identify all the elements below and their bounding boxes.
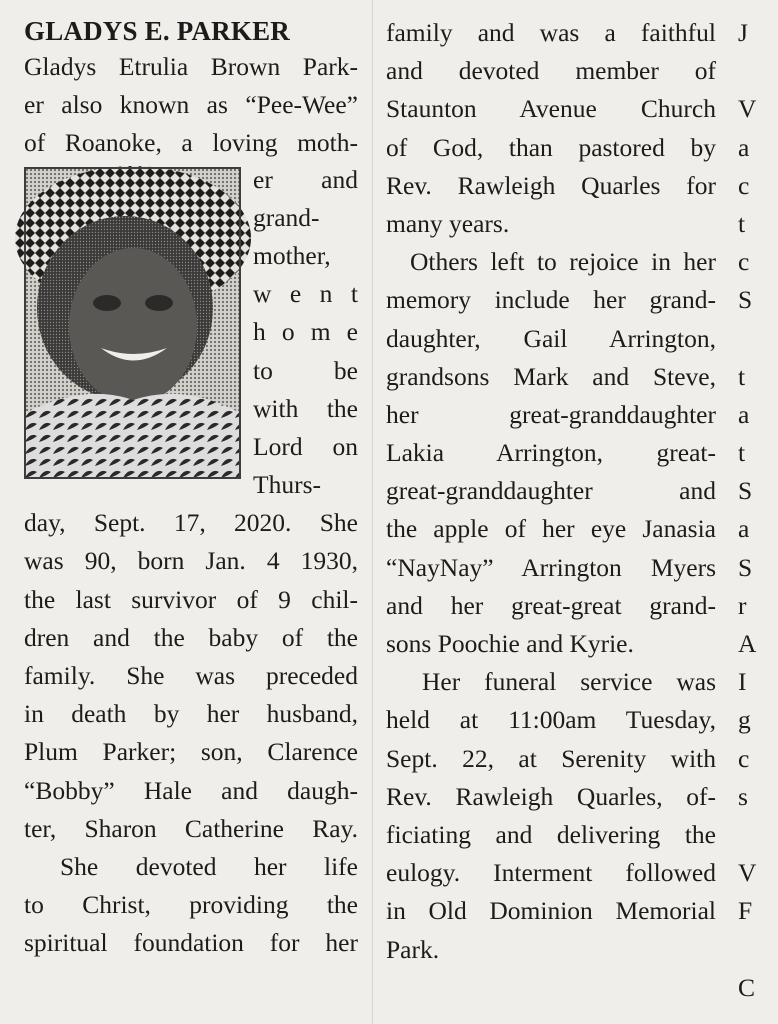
text-line: Her funeral service was — [422, 667, 716, 697]
text-line: ter, Sharon Catherine Ray. — [24, 813, 358, 843]
fragment-letter: V — [738, 94, 757, 124]
fragment-letter: C — [738, 972, 756, 1002]
obituary-headline: GLADYS E. PARKER — [24, 16, 290, 46]
fragment-letter — [738, 320, 778, 358]
fragment-letter: a — [738, 399, 750, 429]
fragment-letter: r — [738, 590, 747, 620]
photo-wrap-block — [24, 163, 358, 505]
wrapped-text — [253, 161, 358, 505]
text-line: the apple of her eye Janasia — [386, 514, 716, 544]
fragment-letter: t — [738, 438, 746, 468]
text-line: Rev. Rawleigh Quarles for — [386, 170, 716, 200]
fragment-letter: I — [738, 667, 747, 697]
fragment-letter: c — [738, 170, 750, 200]
text-line: Others left to rejoice in her — [410, 247, 716, 277]
text-line: Lakia Arrington, great- — [386, 438, 716, 468]
text-line: and devoted member of — [386, 56, 716, 86]
portrait-illustration — [25, 168, 240, 478]
text-line: Gladys Etrulia Brown Park- — [24, 52, 358, 81]
fragment-letter: A — [738, 629, 757, 658]
fragment-letter: g — [738, 705, 751, 735]
text-line: to Christ, providing the — [24, 890, 358, 920]
text-line: Park. — [386, 934, 440, 964]
text-line: grandsons Mark and Steve, — [386, 361, 716, 391]
text-line: of Roanoke, a loving moth- — [24, 128, 358, 158]
text-line: grand- — [253, 202, 320, 232]
text-line: Rev. Rawleigh Quarles, of- — [386, 781, 716, 811]
text-line: Thurs- — [253, 470, 321, 500]
obituary-column-2 — [386, 14, 716, 969]
text-line: “NayNay” Arrington Myers — [386, 552, 716, 582]
fragment-letter: c — [738, 247, 750, 277]
portrait-photo — [24, 167, 239, 477]
fragment-letter: J — [738, 18, 748, 47]
fragment-letter: s — [738, 781, 748, 811]
fragment-letter — [738, 931, 778, 969]
text-line: w e n t — [253, 279, 358, 309]
text-line: the last survivor of 9 chil- — [24, 584, 358, 614]
fragment-letter: a — [738, 514, 750, 544]
text-line: held at 11:00am Tuesday, — [386, 705, 716, 735]
text-line: day, Sept. 17, 2020. She — [24, 508, 358, 538]
obituary-column-1 — [24, 14, 358, 963]
text-line: family. She was preceded — [24, 661, 358, 690]
adjacent-column-fragment — [738, 14, 778, 1007]
text-line: Plum Parker; son, Clarence — [24, 737, 358, 767]
text-line: She devoted her life — [60, 851, 358, 881]
text-line: “Bobby” Hale and daugh- — [24, 775, 358, 805]
fragment-letter — [738, 816, 778, 854]
text-line: many years. — [386, 208, 510, 238]
text-line: eulogy. Interment followed — [386, 858, 716, 888]
text-line: Staunton Avenue Church — [386, 94, 716, 124]
fragment-letter: F — [738, 896, 753, 926]
text-line: dren and the baby of the — [24, 622, 358, 652]
fragment-letter — [738, 52, 778, 90]
text-line: to be — [253, 355, 358, 385]
text-line: mother, — [253, 240, 331, 270]
text-line: sons Poochie and Kyrie. — [386, 629, 634, 658]
fragment-letter: a — [738, 132, 750, 162]
text-line: er and — [253, 164, 358, 194]
text-line: in death by her husband, — [24, 699, 358, 729]
text-line: was 90, born Jan. 4 1930, — [24, 546, 358, 576]
text-line: er also known as “Pee-Wee” — [24, 90, 358, 120]
text-line: her great-granddaughter — [386, 399, 716, 429]
fragment-letter: V — [738, 858, 757, 888]
fragment-letter: S — [738, 552, 753, 582]
fragment-letter: t — [738, 208, 746, 238]
text-line: of God, than pastored by — [386, 132, 716, 162]
text-line: family and was a faithful — [386, 18, 716, 47]
fragment-letter: S — [738, 285, 753, 315]
text-line: Lord on — [253, 431, 358, 461]
text-line: Sept. 22, at Serenity with — [386, 743, 716, 773]
fragment-letter: t — [738, 361, 746, 391]
text-line: and her great-great grand- — [386, 590, 716, 620]
text-line: in Old Dominion Memorial — [386, 896, 716, 926]
column-divider — [372, 0, 373, 1024]
fragment-letter: c — [738, 743, 750, 773]
fragment-letter: S — [738, 476, 753, 506]
text-line: ficiating and delivering the — [386, 819, 716, 849]
text-line: spiritual foundation for her — [24, 928, 358, 958]
text-line: memory include her grand- — [386, 285, 716, 315]
text-line: daughter, Gail Arrington, — [386, 323, 716, 353]
text-line: h o m e — [253, 317, 358, 347]
text-line: great-granddaughter and — [386, 476, 716, 506]
text-line: with the — [253, 393, 358, 423]
